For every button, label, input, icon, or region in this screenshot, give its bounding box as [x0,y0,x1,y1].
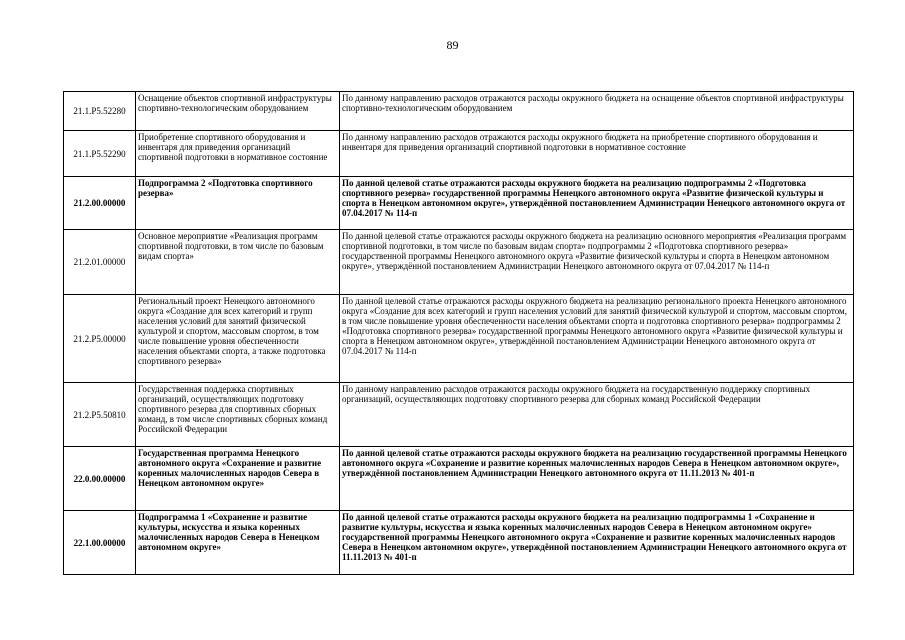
target-article-name: Государственная поддержка спортивных организаций, осуществляющих подготовку спортивного резерва для спортивных сборных команд, в том числе спортивных сборных команд Российской Федерации [136,383,340,447]
target-article-description: По данной целевой статье отражаются расходы окружного бюджета на реализацию регионального проекта Ненецкого автономного округа «Создание для всех категорий и групп населения условий для занятий физической культурой и спортом, массовым спортом, в том числе повышение уровня обеспеченности населения объектами спорта и подготовка спортивного резерва» подпрограммы 2 «Подготовка спортивного резерва» государственной программы Ненецкого автономного округа «Развитие физической культуры и спорта в Ненецком автономном округе», утверждённой постановлением Администрации Ненецкого автономного округа от 07.04.2017 № 114-п [340,295,854,383]
target-article-code: 21.2.01.00000 [64,230,136,295]
page-number: 89 [446,38,459,52]
target-article-description: По данному направлению расходов отражаются расходы окружного бюджета на приобретение спортивного оборудования и инвентаря для приведения организаций спортивной подготовки в нормативное состояние [340,131,854,177]
target-article-code: 21.2.P5.00000 [64,295,136,383]
table-row [64,383,854,447]
target-article-description: По данной целевой статье отражаются расходы окружного бюджета на реализацию основного мероприятия «Реализация программ спортивной подготовки, в том числе по базовым видам спорта» подпрограммы 2 «Подготовка спортивного резерва» государственной программы Ненецкого автономного округа «Развитие физической культуры и спорта в Ненецком автономном округе», утверждённой постановлением Администрации Ненецкого автономного округа от 07.04.2017 № 114-п [340,230,854,295]
target-article-code: 22.0.00.00000 [64,447,136,511]
table-row [64,230,854,295]
target-article-name: Оснащение объектов спортивной инфраструктуры спортивно-технологическим оборудованием [136,92,340,131]
target-article-name: Региональный проект Ненецкого автономного округа «Создание для всех категорий и групп населения условий для занятий физической культурой и спортом, массовым спортом, в том числе повышение уровня обеспеченности населения объектами спорта, а также подготовка спортивного резерва» [136,295,340,383]
table-row [64,295,854,383]
table-row [64,177,854,230]
target-article-name: Подпрограмма 2 «Подготовка спортивного резерва» [136,177,340,230]
table-row [64,447,854,511]
target-article-name: Подпрограмма 1 «Сохранение и развитие культуры, искусства и языка коренных малочисленных народов Севера в Ненецком автономном округе» [136,511,340,575]
target-article-description: По данному направлению расходов отражаются расходы окружного бюджета на государственную поддержку спортивных организаций, осуществляющих подготовку спортивного резерва для сборных команд Российской Федерации [340,383,854,447]
target-article-name: Государственная программа Ненецкого автономного округа «Сохранение и развитие коренных малочисленных народов Севера в Ненецком автономном округе» [136,447,340,511]
table-row [64,131,854,177]
table-row [64,92,854,131]
target-article-code: 21.2.P5.50810 [64,383,136,447]
target-article-code: 22.1.00.00000 [64,511,136,575]
target-article-description: По данному направлению расходов отражаются расходы окружного бюджета на оснащение объектов спортивной инфраструктуры спортивно-технологическим оборудованием [340,92,854,131]
target-article-name: Приобретение спортивного оборудования и инвентаря для приведения организаций спортивной подготовки в нормативное состояние [136,131,340,177]
target-article-description: По данной целевой статье отражаются расходы окружного бюджета на реализацию подпрограммы 2 «Подготовка спортивного резерва» государственной программы Ненецкого автономного округа «Развитие физической культуры и спорта в Ненецком автономном округе», утверждённой постановлением Администрации Ненецкого автономного округа от 07.04.2017 № 114-п [340,177,854,230]
budget-classification-table [63,91,854,575]
target-article-code: 21.1.P5.52290 [64,131,136,177]
target-article-description: По данной целевой статье отражаются расходы окружного бюджета на реализацию подпрограммы 1 «Сохранение и развитие культуры, искусства и языка коренных малочисленных народов Севера в Ненецком автономном округе» государственной программы Ненецкого автономного округа «Сохранение и развитие коренных малочисленных народов Севера в Ненецком автономном округе», утверждённой постановлением Администрации Ненецкого автономного округа от 11.11.2013 № 401-п [340,511,854,575]
target-article-name: Основное мероприятие «Реализация программ спортивной подготовки, в том числе по базовым видам спорта» [136,230,340,295]
target-article-description: По данной целевой статье отражаются расходы окружного бюджета на реализацию государственной программы Ненецкого автономного округа «Сохранение и развитие коренных малочисленных народов Севера в Ненецком автономном округе», утверждённой постановлением Администрации Ненецкого автономного округа от 11.11.2013 № 401-п [340,447,854,511]
table-row [64,511,854,575]
target-article-code: 21.1.P5.52280 [64,92,136,131]
target-article-code: 21.2.00.00000 [64,177,136,230]
